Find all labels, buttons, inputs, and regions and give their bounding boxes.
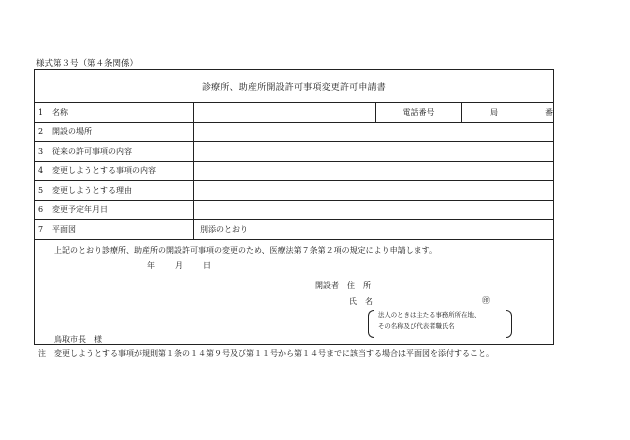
- row-label: 変更しようとする事項の内容: [52, 166, 156, 176]
- row-location: [35, 123, 553, 143]
- day-label: 日: [203, 261, 211, 270]
- row-change-date: [35, 201, 553, 221]
- date-line: [91, 260, 211, 271]
- row-number: 1: [38, 107, 44, 117]
- row-label: 従来の許可事項の内容: [52, 146, 132, 156]
- row-change-reason: [35, 181, 553, 201]
- form-title: 診療所、助産所開設許可事項変更許可申請書: [35, 70, 553, 103]
- corporate-note: [368, 310, 508, 338]
- phone-label: 電話番号: [375, 103, 462, 122]
- row-number: 7: [38, 224, 44, 234]
- row-number: 6: [38, 205, 44, 215]
- row-number: 4: [38, 166, 44, 176]
- row-label: 開設の場所: [52, 127, 92, 137]
- row-label: 名称: [52, 107, 68, 117]
- phone-exchange-field[interactable]: 局: [490, 107, 498, 117]
- applicant-address-label: 開設者 住 所: [315, 281, 371, 290]
- form-code: 様式第３号（第４条関係）: [36, 59, 139, 69]
- row-floor-plan: [35, 220, 553, 240]
- row-change-content: [35, 162, 553, 182]
- row-name: [35, 103, 553, 123]
- bracket-left-icon: [368, 310, 374, 338]
- footnote: 注 変更しようとする事項が規則第１条の１４第９号及び第１１号から第１４号までに該当する場合は平面図を添付すること。: [38, 349, 494, 358]
- month-label: 月: [175, 261, 183, 270]
- declaration-text: 上記のとおり診療所、助産所の開設許可事項の変更のため、医療法第７条第２項の規定により申請します。: [54, 246, 438, 255]
- row-number: 5: [38, 185, 44, 195]
- row-label: 平面図: [52, 224, 76, 234]
- application-form: [34, 69, 554, 345]
- bracket-right-icon: [506, 310, 512, 338]
- phone-number-field[interactable]: 番: [545, 107, 553, 117]
- floor-plan-field[interactable]: 別添のとおり: [200, 224, 248, 234]
- row-label: 変更しようとする理由: [52, 185, 132, 195]
- row-number: 3: [38, 146, 44, 156]
- year-label: 年: [147, 261, 155, 270]
- corporate-note-line: 法人のときは主たる事務所所在地、: [378, 311, 481, 319]
- row-previous-permit: [35, 142, 553, 162]
- seal-icon: ㊞: [482, 296, 490, 305]
- corporate-note-line: その名称及び代表者職氏名: [378, 322, 455, 330]
- row-label: 変更予定年月日: [52, 205, 108, 215]
- addressee: 鳥取市長 様: [54, 335, 102, 344]
- applicant-name-label: 氏 名: [349, 297, 373, 306]
- row-number: 2: [38, 127, 44, 137]
